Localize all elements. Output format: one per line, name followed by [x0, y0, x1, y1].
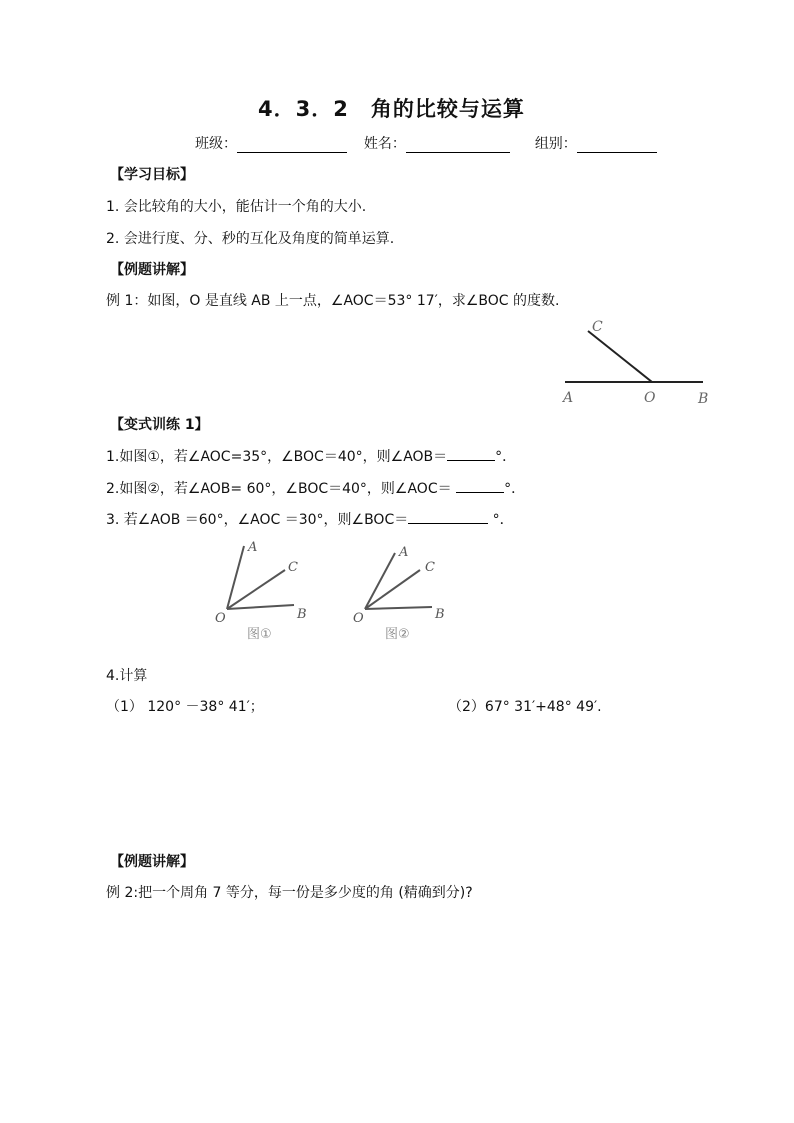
- answer-blank-1[interactable]: [447, 447, 495, 461]
- label-b: B: [698, 391, 709, 407]
- drill-question-3: 3. 若∠AOB ＝60°，∠AOC ＝30°，则∠BOC＝ °．: [106, 512, 514, 528]
- drill-question-1: 1.如图①，若∠AOC=35°，∠BOC＝40°，则∠AOB＝ °．: [106, 449, 517, 465]
- answer-blank-3[interactable]: [408, 510, 488, 524]
- question-4-title: 4.计算: [106, 668, 148, 684]
- group-blank[interactable]: [577, 137, 657, 153]
- label-o: O: [644, 390, 656, 406]
- answer-blank-2[interactable]: [456, 479, 504, 493]
- student-info-row: [195, 133, 657, 153]
- label-o: O: [353, 611, 364, 626]
- name-blank[interactable]: [406, 137, 510, 153]
- label-c: C: [425, 560, 435, 575]
- name-label: 姓名：: [363, 136, 406, 152]
- label-o: O: [215, 611, 226, 626]
- drill-heading: 【变式训练 1】: [110, 417, 209, 433]
- ray-oc: [365, 570, 420, 609]
- example-heading-2: 【例题讲解】: [110, 854, 194, 870]
- class-label: 班级：: [195, 136, 237, 152]
- ray-ob: [365, 607, 432, 609]
- label-b: B: [435, 607, 445, 622]
- page-title: 4．3．2 角的比较与运算: [258, 97, 525, 121]
- drill-question-2: 2.如图②，若∠AOB= 60°，∠BOC＝40°，则∠AOC＝ °．: [106, 481, 526, 497]
- figure-straight-line-aob: [555, 315, 715, 410]
- figure-1-angles: [210, 535, 320, 647]
- label-a: A: [399, 545, 409, 560]
- calc-item-1: （1） 120° －38° 41′；: [106, 699, 264, 715]
- figure-2-caption: 图②: [385, 627, 410, 642]
- figure-2-angles: [348, 537, 458, 647]
- ray-oa: [365, 553, 395, 609]
- objective-item-2: 2. 会进行度、分、秒的互化及角度的简单运算.: [106, 231, 395, 247]
- ray-oc: [588, 331, 652, 382]
- example-1-text: 例 1：如图，O 是直线 AB 上一点，∠AOC＝53° 17′，求∠BOC 的度数.: [106, 293, 560, 309]
- figure-1-caption: 图①: [247, 627, 272, 642]
- calc-item-2: （2）67° 31′+48° 49′.: [448, 699, 602, 715]
- example-2-text: 例 2:把一个周角 7 等分，每一份是多少度的角 (精确到分)?: [106, 885, 473, 901]
- group-label: 组别：: [534, 136, 577, 152]
- example-heading: 【例题讲解】: [110, 262, 194, 278]
- label-c: C: [592, 319, 603, 335]
- label-a: A: [563, 390, 574, 406]
- objectives-heading: 【学习目标】: [110, 167, 194, 183]
- label-b: B: [297, 607, 307, 622]
- objective-item-1: 1. 会比较角的大小，能估计一个角的大小.: [106, 199, 367, 215]
- label-c: C: [288, 560, 298, 575]
- label-a: A: [248, 540, 258, 555]
- ray-ob: [227, 605, 294, 609]
- class-blank[interactable]: [237, 137, 347, 153]
